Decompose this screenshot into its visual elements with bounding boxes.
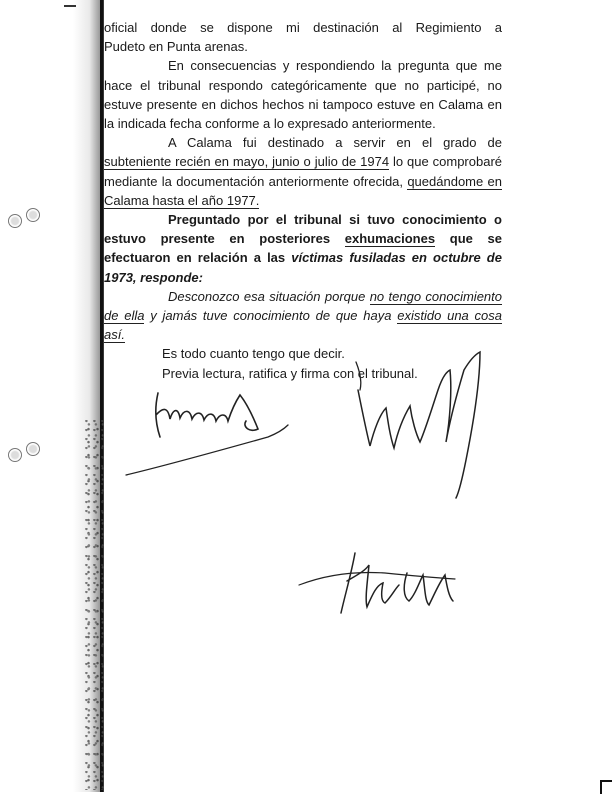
paragraph-3 — [104, 133, 502, 210]
paragraph-2: En consecuencias y respondiendo la pregunta que me hace el tribunal respondo categóricamente que no participé, no estuve presente en dichos hechos ni tampoco estuve en Calama en la indicada fecha conforme a lo expresado anteriormente. — [104, 58, 502, 132]
question-part-a: Preguntado por el tribunal si tuvo conocimiento o estuvo presente en posteriores — [104, 212, 502, 247]
signature-bottom-icon — [295, 545, 470, 620]
paragraph-6: Previa lectura, ratifica y firma con el tribunal. — [162, 365, 418, 381]
question-underlined: exhumaciones — [344, 231, 436, 247]
paragraph-1-line-2: Pudeto en Punta arenas. — [104, 39, 248, 55]
paragraph-4-underlined-end: existido una cosa así. — [104, 308, 503, 343]
document-body — [104, 18, 502, 383]
paragraph-4-part-a: Desconozco esa situación porque — [168, 288, 370, 304]
paragraph-4-part-c: y jamás tuve conocimiento de que haya — [144, 308, 398, 324]
paragraph-5: Es todo cuanto tengo que decir. — [162, 346, 345, 362]
paragraph-4 — [104, 287, 502, 345]
paragraph-1 — [104, 18, 502, 37]
punch-hole-icon — [8, 448, 22, 462]
paragraph-3-part-c: lo que comprobaré mediante la documentación anteriormente ofrecida, — [104, 154, 502, 189]
question-part-c: que se efectuaron en relación a las — [104, 231, 503, 266]
question-part-d: víctimas fusiladas en octubre de 1973, responde: — [104, 250, 502, 285]
punch-hole-icon — [26, 442, 40, 456]
paragraph-3-underlined-end: quedándome en Calama hasta el año 1977. — [104, 173, 502, 208]
punch-hole-icon — [8, 214, 22, 228]
paragraph-1-end — [104, 37, 502, 56]
scan-speckle — [84, 420, 104, 790]
signature-left-icon — [118, 385, 293, 485]
scan-mark — [64, 5, 76, 7]
punch-hole-icon — [26, 208, 40, 222]
paragraph-4-underlined: no tengo conocimiento de ella — [104, 288, 502, 324]
paragraph-3-underlined-dates: subteniente recién en mayo, junio o julio de 1974 — [104, 154, 390, 170]
signature-right-icon — [346, 350, 486, 500]
paragraph-3-part-a: A Calama fui destinado a servir en el grado de — [168, 135, 502, 151]
question-paragraph — [104, 210, 502, 287]
paragraph-1-line-1: oficial donde se dispone mi destinación al Regimiento a — [104, 20, 502, 35]
